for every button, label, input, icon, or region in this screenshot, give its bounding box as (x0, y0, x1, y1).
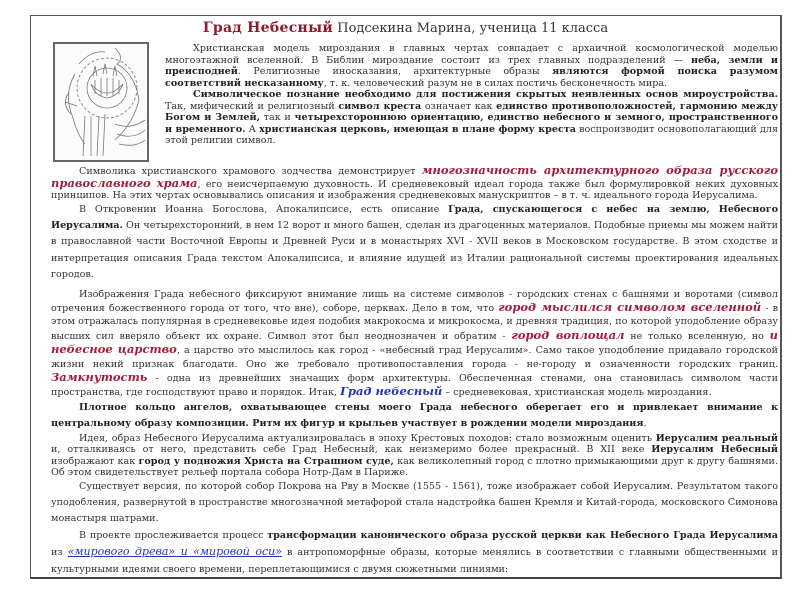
paragraph-crusades (51, 433, 778, 479)
paragraph-revelation (51, 202, 778, 284)
text-span: А (245, 123, 260, 135)
text-span: . Религиозные иносказания, архитектурные образы (237, 66, 553, 77)
text-span: - в этом отражалась популярная в средневековье идея подобия макрокосма и микрокосма, и древняя традиция, по которой уподобление образу высших сил вверяло объект их охране. Символ этот был неоднозначен и обратим - (51, 302, 778, 342)
bold-text: неба, земли и преисподней (165, 54, 778, 77)
text-span: изображают как (51, 455, 139, 467)
text-span: так и (259, 112, 295, 123)
text-span: Изображения Града небесного фиксируют внимание лишь на системе символов - городских стенах с башнями и воротами (символ отречения божественного города от того, что вне), соборе, церквах. Дело в том, что (51, 288, 778, 314)
intro-text-block (165, 43, 778, 147)
emphasis-blue-link: «мирового древа» и «мировой оси» (67, 545, 282, 559)
paragraph-symbolic (165, 89, 778, 147)
bold-text: христианская церковь, имеющая в плане форму креста (259, 123, 576, 135)
title-main: Град Небесный (202, 20, 334, 36)
bold-text: город у подножия Христа на Страшном суде, (138, 455, 394, 467)
emphasis-red: и небесное царство (51, 327, 778, 357)
illustration-image (53, 42, 149, 162)
bold-text: символ креста (338, 100, 422, 112)
emphasis-red: многозначность архитектурного образа русского православного храма (51, 163, 778, 190)
title-author: Подсекина Марина, ученица 11 класса (337, 21, 609, 36)
text-span: воспроизводит основополагающий для этой религии символ. (165, 123, 779, 146)
page-title (31, 20, 780, 36)
paragraph-transformation (51, 528, 778, 578)
text-span: из (51, 547, 68, 559)
paragraph-pokrov-cathedral (51, 479, 778, 528)
emphasis-red: город мыслился символом вселенной (498, 299, 762, 314)
text-span: Он четырехсторонний, в нем 12 ворот и много башен, сделан из драгоценных материалов. Подобные приемы мы можем найти в православной части Восточной Европы и Древней Руси и в монастырях XVI - XVII веков в Московском государстве. В этом сходстве и интерпретация описания Града текстом Апокалипсиса, и влияние идущей из Италии рациональной системы проектирования идеальных городов. (51, 219, 778, 281)
paragraph-city-symbols (51, 288, 778, 400)
bold-text: трансформации канонического образа русской церкви как Небесного Града Иерусалима (267, 529, 778, 541)
main-text-block (51, 165, 778, 578)
text-span: В проекте прослеживается процесс (79, 529, 268, 541)
text-span: в антропоморфные образы, которые менялись в соответствии с главными общественными и культурными идеями своего времени, переплетающимися с двумя сюжетными линиями: (51, 547, 778, 575)
text-span: не только вселенную, но (624, 330, 770, 342)
text-span: Христианская модель мироздания в главных чертах совпадает с архаичной космологической моделью многоэтажной вселенной. В Библии мироздание состоит из трех главных подразделений — (165, 43, 778, 66)
text-span: Так, мифический и религиозный (165, 100, 339, 112)
text-span: – средневековая, христианская модель мироздания. (442, 387, 712, 399)
bold-text: являются формой поиска разумом соответствий несказанному (165, 66, 778, 89)
emphasis-red: Замкнутость (51, 369, 148, 384)
text-span: , т. к. человеческий разум не в силах постичь бесконечность мира. (323, 77, 668, 89)
text-span: как великолепный город с плотно примыкающими друг к другу башнями. Об этом свидетельствует рельеф портала собора Нотр-Дам в Париже. (51, 455, 778, 479)
document-frame (30, 15, 782, 579)
text-span: и, отталкиваясь от него, представить себе Град Небесный, как неизмеримо более прекрасный. В XII веке (51, 444, 652, 456)
bold-text: четырехстороннюю ориентацию, единство небесного и земного, пространственного и временного. (165, 112, 778, 135)
bold-text: Иерусалим реальный (655, 432, 778, 444)
emphasis-blue: Град небесный (340, 384, 443, 399)
text-span: . (643, 418, 647, 430)
paragraph-angels (51, 400, 778, 433)
bold-text: Града, спускающегося с небес на землю, Небесного Иерусалима. (51, 203, 779, 231)
text-span: , его неисчерпаемую духовность. И средневековый идеал города также был формулировкой неких духовных принципов. На этих чертах основывались описания и изображения средневековых манускриптов – в т. ч. идеального города Иерусалима. (51, 178, 778, 201)
emphasis-red: город воплощал (511, 327, 625, 342)
text-span: В Откровении Иоанна Богослова, Апокалипсисе, есть описание (79, 203, 449, 215)
paragraph-cosmology (165, 43, 778, 89)
bold-text: Иерусалим Небесный (651, 444, 778, 456)
text-span: означает как (421, 100, 497, 112)
text-span: Символика христианского храмового зодчества демонстрирует (79, 166, 422, 177)
bold-text: Плотное кольцо ангелов, охватывающее стены моего Града небесного оберегает его и привлекает внимание к центральному образу композиции. Ритм их фигур и крыльев участвует в рождении модели мироздания (51, 401, 778, 430)
bold-text: единство противоположностей, гармонию между Богом и Землей, (165, 100, 778, 123)
text-span: , а царство это мыслилось как город - «небесный град Иерусалим». Само такое уподобление придавало городской жизни некий признак благодати. Оно же требовало противопоставления города - не-городу и означенности городских границ. (51, 345, 778, 370)
text-span: Идея, образ Небесного Иерусалима актуализировалась в эпоху Крестовых походов: стало возможным оценить (79, 432, 656, 444)
angels-drawing-icon (55, 44, 147, 160)
text-span: - одна из древнейших значащих форм архитектуры. Обеспеченная стенами, она становилась символом части пространства, где господствуют право и порядок. Итак, (51, 372, 778, 399)
paragraph-temple-symbolism (51, 165, 778, 202)
text-span: Существует версия, по которой собор Покрова на Рву в Москве (1555 - 1561), тоже изображает собой Иерусалим. Результатом такого уподобления, развернутой в пространстве многозначной метафорой стала надстройка башен Кремля и Китай-города, московского Симонова монастыря шатрами. (51, 480, 778, 525)
bold-text: Символическое познание необходимо для постижения скрытых неявленных основ мироустройства. (193, 89, 778, 100)
